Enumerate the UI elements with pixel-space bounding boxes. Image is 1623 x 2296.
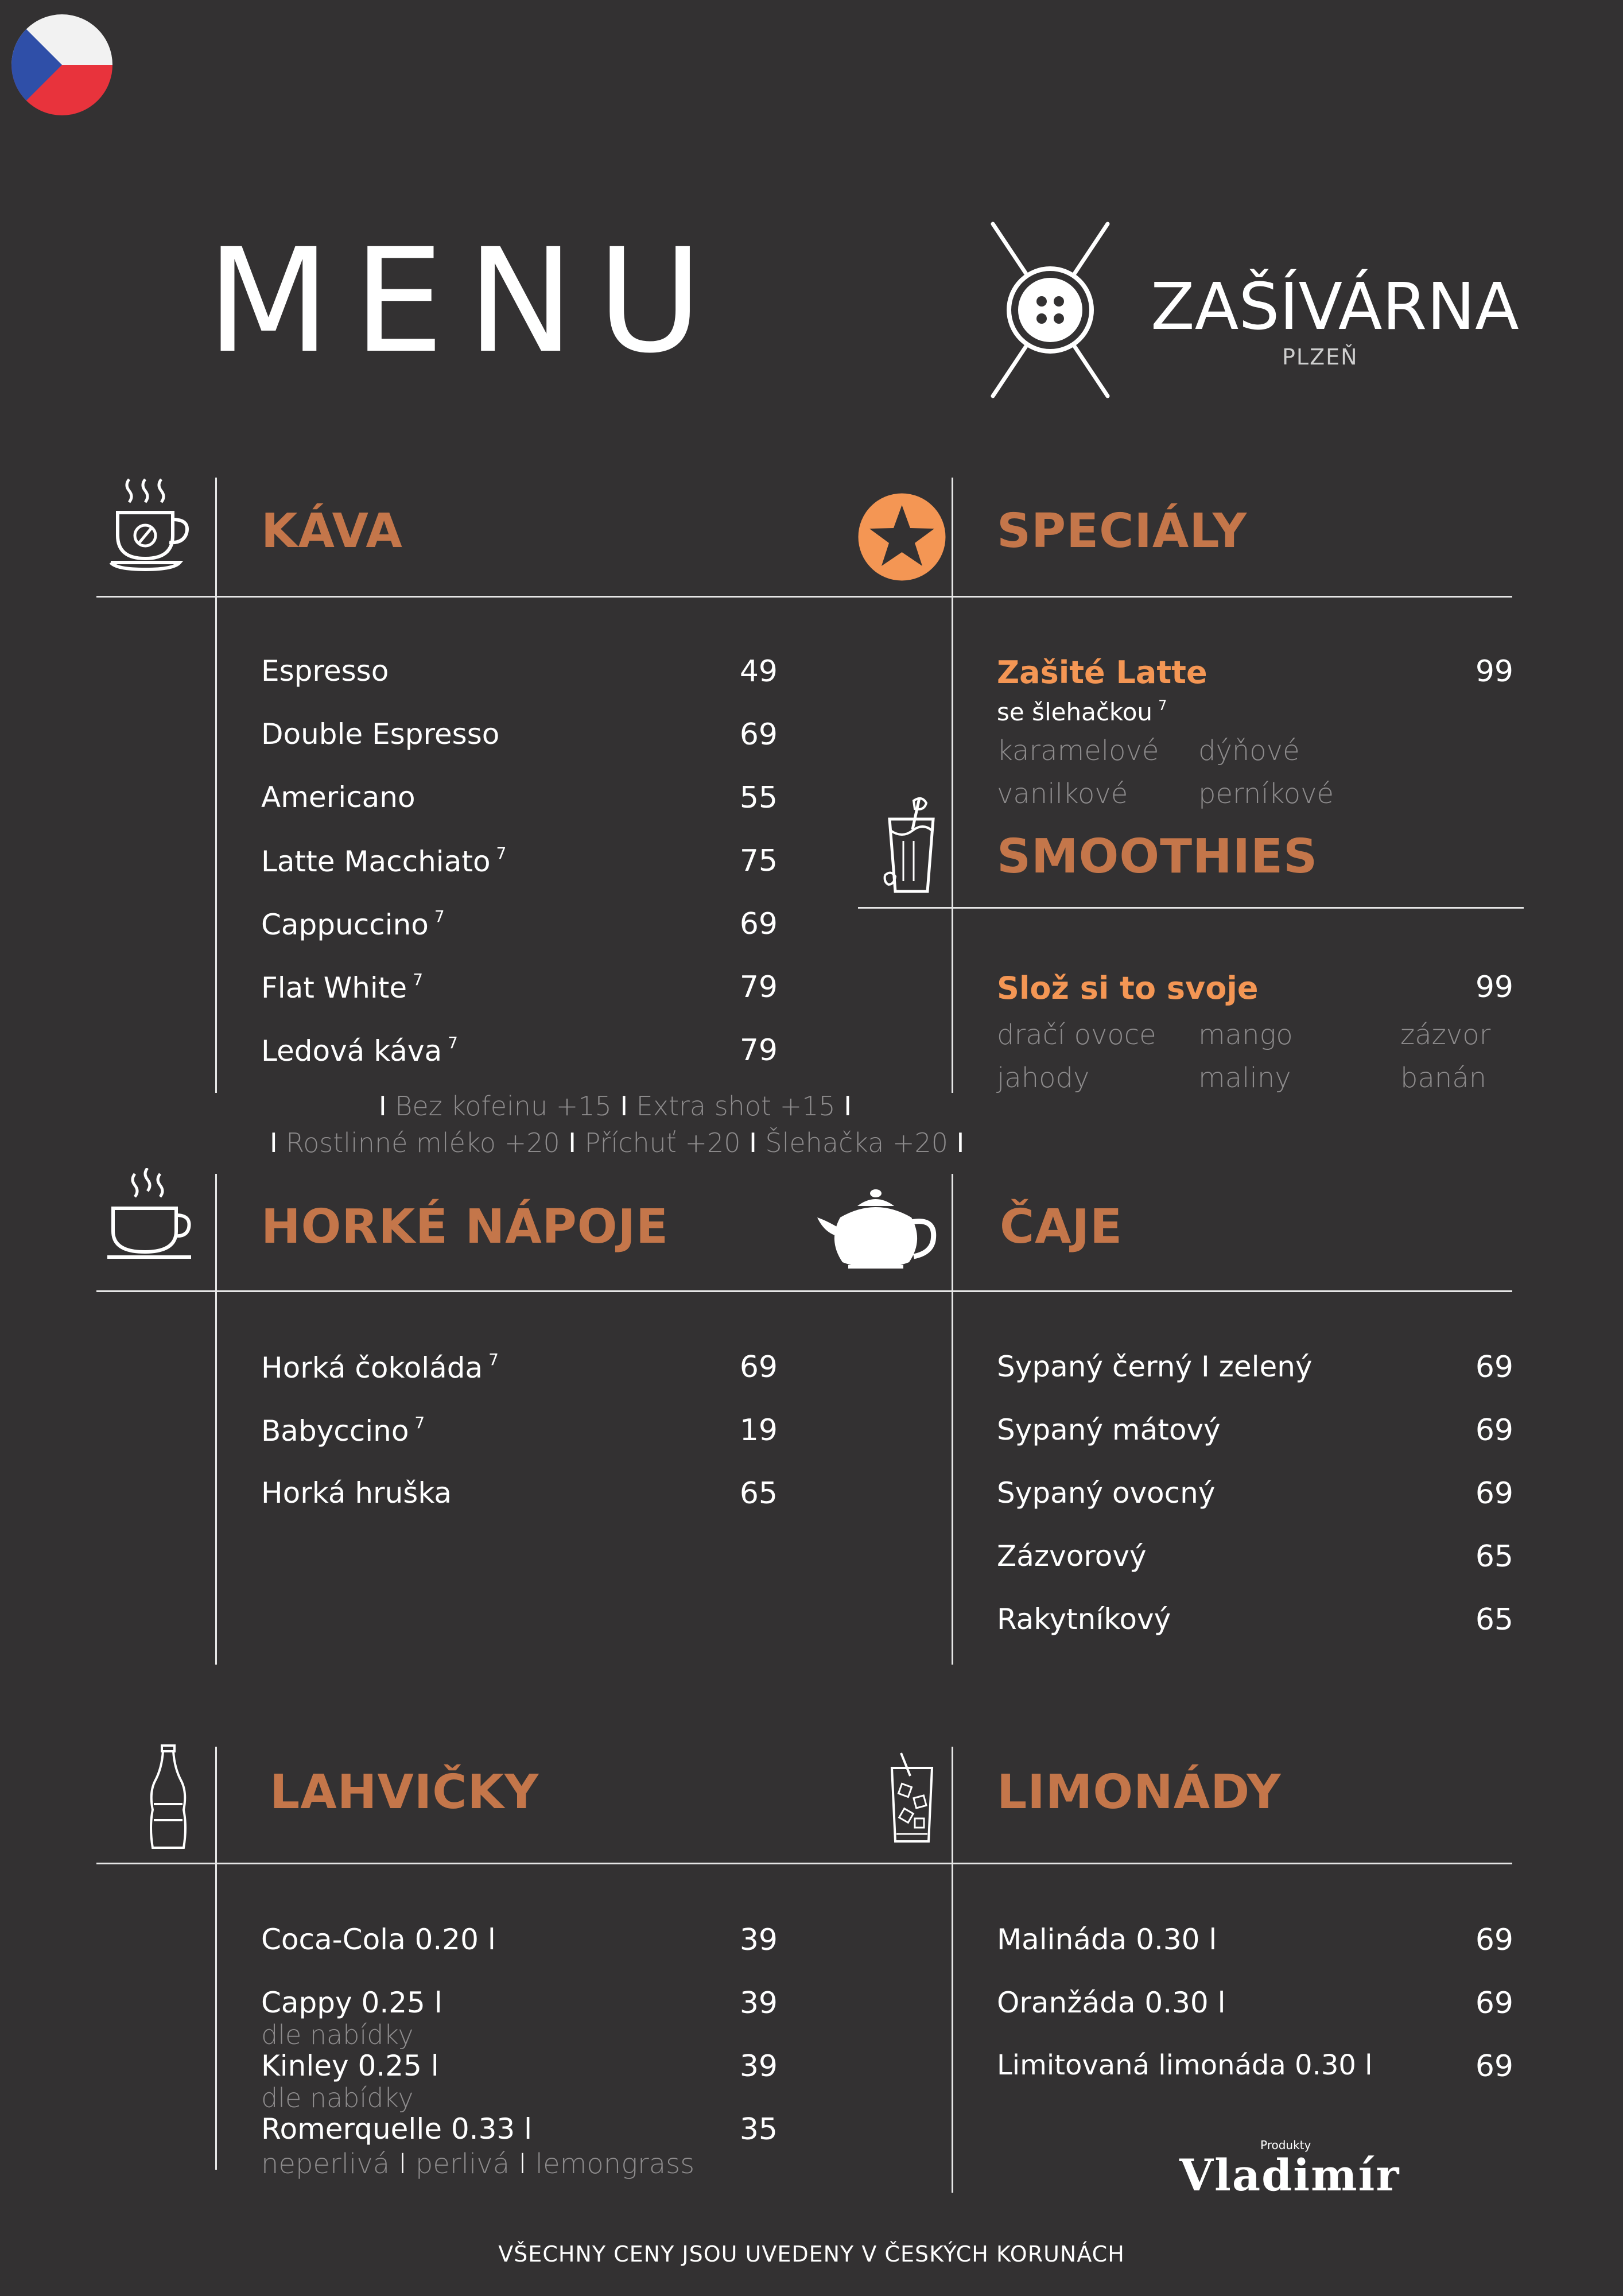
- caje-heading: ČAJE: [1000, 1200, 1123, 1254]
- item-price: 69: [739, 907, 778, 941]
- item-name: Espresso: [261, 654, 389, 688]
- item-price: 69: [739, 1350, 778, 1384]
- variant-option: neperlivá: [261, 2148, 390, 2180]
- list-item[interactable]: [997, 1539, 1513, 1580]
- supplier-logo: Vladimír: [1179, 2150, 1400, 2201]
- item-price: 79: [739, 1033, 778, 1068]
- item-name: Sypaný ovocný: [997, 1476, 1216, 1510]
- item-name: Double Espresso: [261, 718, 500, 751]
- item-price: 55: [739, 781, 778, 815]
- allergen-note: 7: [413, 970, 424, 989]
- kava-extras-line-1: I Bez kofeinu +15 I Extra shot +15 I: [379, 1091, 852, 1122]
- extra-option: Příchuť +20: [584, 1127, 741, 1158]
- smoothies-item[interactable]: [997, 970, 1513, 1016]
- list-item[interactable]: [997, 1476, 1513, 1517]
- brand-logo: [987, 218, 1113, 402]
- star-icon: [857, 492, 946, 581]
- item-price: 69: [1475, 1923, 1513, 1957]
- list-item[interactable]: [261, 1923, 778, 1963]
- horke-divider-vertical: [215, 1174, 217, 1665]
- item-price: 69: [1475, 2049, 1513, 2084]
- romerquelle-variants: neperlivá I perlivá I lemongrass: [261, 2148, 695, 2180]
- bottle-icon: [148, 1742, 188, 1851]
- fruit-option: dračí ovoce: [997, 1019, 1156, 1051]
- brand-city: PLZEŇ: [1282, 344, 1358, 370]
- item-price: 69: [1475, 1413, 1513, 1448]
- right-divider-vertical-middle: [952, 1174, 953, 1665]
- smoothie-glass-icon: [879, 795, 942, 895]
- item-name: Coca-Cola 0.20 l: [261, 1923, 496, 1956]
- item-subtitle: dle nabídky: [261, 2082, 414, 2113]
- caje-divider-horizontal: [952, 1290, 1512, 1292]
- list-item[interactable]: [261, 907, 778, 947]
- hot-cup-icon: [106, 1168, 192, 1260]
- horke-divider-horizontal: [96, 1290, 952, 1292]
- allergen-note: 7: [1158, 697, 1167, 713]
- item-price: 65: [1475, 1539, 1513, 1574]
- czech-flag-icon[interactable]: [11, 14, 112, 115]
- item-name: Flat White: [261, 971, 407, 1004]
- lahvicky-divider-vertical: [215, 1747, 217, 2170]
- variant-option: perlivá: [415, 2148, 510, 2180]
- item-price: 69: [1475, 1476, 1513, 1511]
- fruit-option: jahody: [997, 1062, 1090, 1094]
- extra-option: Rostlinné mléko +20: [286, 1127, 560, 1158]
- kava-divider-vertical: [215, 478, 217, 1093]
- lemonade-glass-icon: [884, 1751, 939, 1845]
- item-price: 19: [739, 1413, 778, 1448]
- list-item[interactable]: [261, 970, 778, 1010]
- item-price: 35: [739, 2112, 778, 2147]
- item-price: 39: [739, 1923, 778, 1957]
- fruit-option: banán: [1400, 1062, 1487, 1094]
- specialy-item[interactable]: [997, 654, 1513, 700]
- list-item[interactable]: [997, 1350, 1513, 1390]
- list-item[interactable]: [261, 2112, 778, 2152]
- smoothies-heading: SMOOTHIES: [997, 829, 1318, 884]
- limonady-divider-horizontal: [952, 1863, 1512, 1864]
- item-price: 49: [739, 654, 778, 689]
- flavor-option: perníkové: [1198, 778, 1334, 810]
- list-item[interactable]: [997, 1923, 1513, 1963]
- flavor-option: vanilkové: [997, 778, 1128, 810]
- allergen-note: 7: [434, 907, 445, 926]
- item-name: Cappuccino: [261, 908, 429, 941]
- item-subtitle: dle nabídky: [261, 2019, 414, 2050]
- allergen-note: 7: [448, 1033, 458, 1052]
- item-name: Kinley 0.25 l: [261, 2049, 439, 2082]
- item-price: 39: [739, 1986, 778, 2020]
- list-item[interactable]: [261, 1350, 778, 1390]
- item-price: 99: [1475, 654, 1513, 689]
- item-price: 75: [739, 844, 778, 878]
- button-with-needles-icon: [987, 218, 1113, 402]
- teapot-icon: [814, 1185, 939, 1271]
- extra-option: Šlehačka +20: [765, 1127, 949, 1158]
- page-title: MENU: [207, 218, 725, 385]
- allergen-note: 7: [414, 1413, 425, 1432]
- lahvicky-heading: LAHVIČKY: [270, 1765, 539, 1820]
- specialy-sub: [997, 697, 1167, 726]
- item-name: Slož si to svoje: [997, 970, 1259, 1006]
- right-divider-vertical-bottom: [952, 1747, 953, 2193]
- item-name: Latte Macchiato: [261, 845, 491, 878]
- allergen-note: 7: [496, 844, 507, 863]
- item-name: Cappy 0.25 l: [261, 1986, 442, 2019]
- item-name: Oranžáda 0.30 l: [997, 1986, 1226, 2019]
- item-price: 65: [1475, 1603, 1513, 1637]
- fruit-option: mango: [1198, 1019, 1293, 1051]
- horke-heading: HORKÉ NÁPOJE: [261, 1200, 669, 1254]
- list-item[interactable]: [997, 2049, 1513, 2089]
- item-price: 99: [1475, 970, 1513, 1004]
- item-name: Ledová káva: [261, 1034, 442, 1068]
- fruit-option: zázvor: [1400, 1019, 1491, 1051]
- price-footer-note: VŠECHNY CENY JSOU UVEDENY V ČESKÝCH KORUNÁCH: [498, 2241, 1125, 2267]
- item-price: 39: [739, 2049, 778, 2084]
- list-item[interactable]: [997, 1603, 1513, 1643]
- item-subtitle: se šlehačkou: [997, 698, 1153, 726]
- item-price: 69: [739, 718, 778, 752]
- item-name: Zašité Latte: [997, 654, 1207, 691]
- variant-option: lemongrass: [535, 2148, 695, 2180]
- item-name: Romerquelle 0.33 l: [261, 2112, 532, 2146]
- item-name: Horká hruška: [261, 1476, 452, 1510]
- list-item[interactable]: [261, 654, 778, 695]
- item-price: 69: [1475, 1350, 1513, 1384]
- item-name: Rakytníkový: [997, 1603, 1171, 1636]
- supplier-label: Produkty: [1260, 2138, 1311, 2152]
- brand-name: ZAŠÍVÁRNA: [1151, 270, 1519, 344]
- item-name: Malináda 0.30 l: [997, 1923, 1217, 1956]
- item-name: Babyccino: [261, 1414, 409, 1448]
- extra-option: Bez kofeinu +15: [395, 1091, 612, 1122]
- kava-heading: KÁVA: [261, 504, 403, 559]
- kava-divider-horizontal: [96, 596, 952, 598]
- list-item[interactable]: [261, 1476, 778, 1517]
- list-item[interactable]: [261, 781, 778, 821]
- item-name: Limitovaná limonáda 0.30 l: [997, 2049, 1373, 2081]
- smoothies-divider-horizontal: [858, 907, 1524, 909]
- item-name: Sypaný mátový: [997, 1413, 1221, 1446]
- allergen-note: 7: [488, 1350, 499, 1369]
- specialy-divider-horizontal: [952, 596, 1512, 598]
- limonady-heading: LIMONÁDY: [997, 1765, 1282, 1820]
- flavor-option: dýňové: [1198, 735, 1300, 767]
- list-item[interactable]: [997, 1986, 1513, 2026]
- list-item[interactable]: [261, 1033, 778, 1073]
- fruit-option: maliny: [1198, 1062, 1291, 1094]
- list-item[interactable]: [261, 718, 778, 758]
- right-divider-vertical-top: [952, 478, 953, 1093]
- item-name: Sypaný černý I zelený: [997, 1350, 1313, 1383]
- lahvicky-divider-horizontal: [96, 1863, 952, 1864]
- item-price: 65: [739, 1476, 778, 1511]
- item-name: Horká čokoláda: [261, 1351, 483, 1384]
- item-name: Zázvorový: [997, 1539, 1147, 1573]
- list-item[interactable]: [261, 1413, 778, 1453]
- item-name: Americano: [261, 781, 416, 814]
- item-price: 69: [1475, 1986, 1513, 2020]
- specialy-heading: SPECIÁLY: [997, 504, 1248, 559]
- extra-option: Extra shot +15: [636, 1091, 836, 1122]
- item-price: 79: [739, 970, 778, 1004]
- list-item[interactable]: [997, 1413, 1513, 1453]
- flavor-option: karamelové: [997, 735, 1159, 767]
- list-item[interactable]: [261, 844, 778, 884]
- kava-extras-line-2: I Rostlinné mléko +20 I Příchuť +20 I Šlehačka +20 I: [270, 1127, 965, 1158]
- coffee-cup-icon: [106, 474, 192, 571]
